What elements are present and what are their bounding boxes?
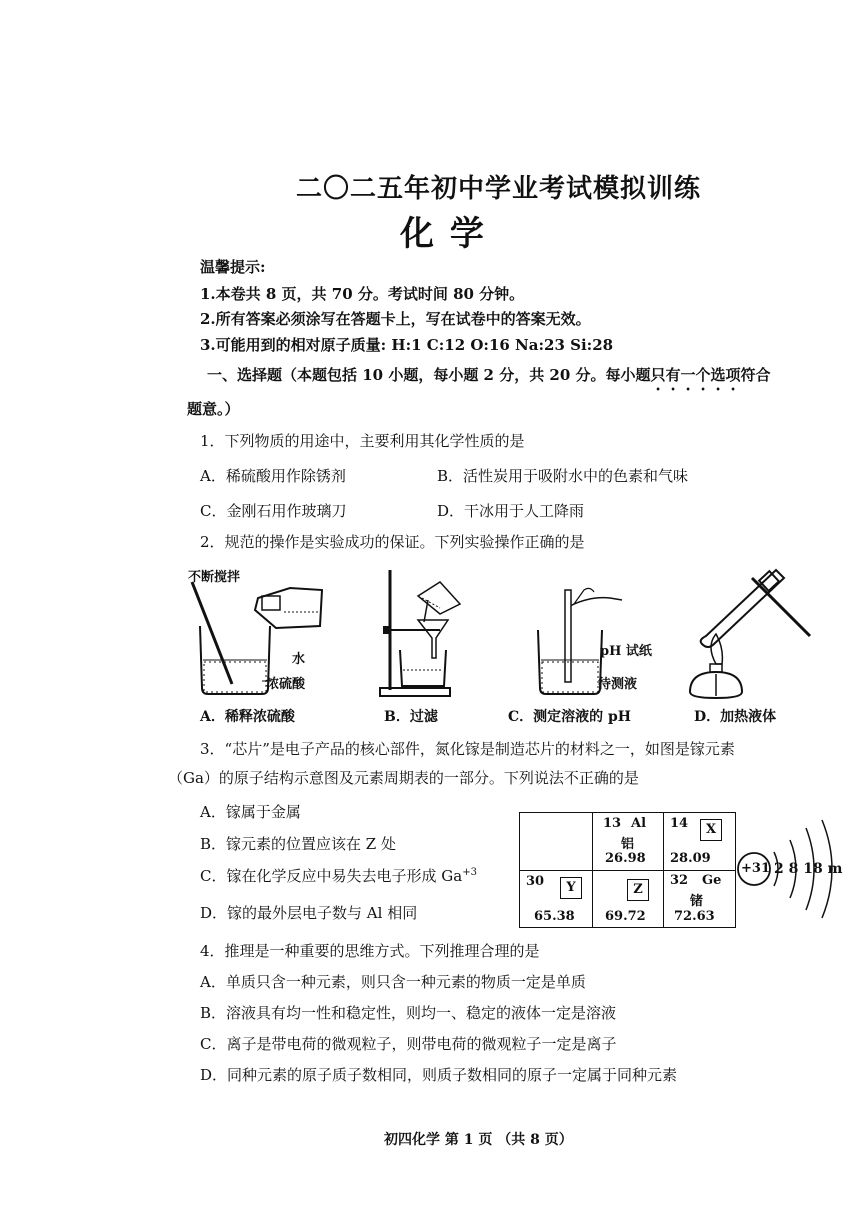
q2-option-d: D．加热液体 — [694, 709, 777, 725]
tips-heading: 温馨提示: — [200, 258, 266, 276]
si-mass: 28.09 — [670, 851, 711, 866]
atom-nucleus: +31 — [741, 861, 770, 876]
q4-option-a: A．单质只含一种元素，则只含一种元素的物质一定是单质 — [200, 973, 586, 991]
q1-stem: 1．下列物质的用途中，主要利用其化学性质的是 — [200, 432, 525, 450]
q2-option-a: A．稀释浓硫酸 — [200, 709, 295, 725]
section-heading-cont: 题意。） — [187, 400, 240, 418]
ge-symbol: Ge — [702, 873, 722, 888]
atom-shells: 2 8 18 m — [774, 861, 843, 877]
q3-option-a: A．镓属于金属 — [200, 803, 301, 821]
zn-mass: 65.38 — [534, 909, 575, 924]
q3-option-b: B．镓元素的位置应该在 Z 处 — [200, 835, 396, 853]
q3-option-d: D．镓的最外层电子数与 Al 相同 — [200, 904, 418, 922]
al-symbol: Al — [631, 816, 647, 831]
subject-title: 化 学 — [400, 214, 486, 254]
q3-stem-2: （Ga）的原子结构示意图及元素周期表的一部分。下列说法不正确的是 — [168, 769, 639, 787]
ga-box-z: Z — [627, 879, 649, 901]
q1-option-a: A．稀硫酸用作除锈剂 — [200, 467, 346, 485]
section-heading-text: 一、选择题（本题包括 10 小题，每小题 2 分，共 20 分。每小题 — [207, 366, 651, 384]
exam-title: 二〇二五年初中学业考试模拟训练 — [296, 174, 702, 204]
q3-option-c-charge: +3 — [462, 867, 477, 878]
label-conc-acid: 浓硫酸 — [266, 677, 306, 692]
q4-option-d: D．同种元素的原子质子数相同，则质子数相同的原子一定属于同种元素 — [200, 1066, 678, 1084]
label-ph-paper: pH 试纸 — [600, 644, 652, 659]
label-test-liquid: 待测液 — [598, 677, 638, 692]
al-mass: 26.98 — [605, 851, 646, 866]
q4-option-c: C．离子是带电荷的微观粒子，则带电荷的微观粒子一定是离子 — [200, 1035, 617, 1053]
page-footer: 初四化学 第 1 页 （共 8 页） — [384, 1132, 573, 1148]
al-number: 13 — [603, 816, 622, 831]
ge-mass: 72.63 — [674, 909, 715, 924]
q1-option-c: C．金刚石用作玻璃刀 — [200, 502, 347, 520]
si-number: 14 — [670, 816, 689, 831]
zn-number: 30 — [526, 874, 545, 889]
section-heading-emphasis: 只有一个选项 — [650, 366, 741, 384]
q3-option-c-text: C．镓在化学反应中易失去电子形成 Ga — [200, 867, 463, 885]
si-box-x: X — [700, 819, 722, 841]
section-heading-tail: 符合 — [740, 366, 771, 384]
q4-stem: 4．推理是一种重要的思维方式。下列推理合理的是 — [200, 942, 540, 960]
zn-box-y: Y — [560, 877, 582, 899]
label-water: 水 — [292, 652, 306, 667]
label-stir: 不断搅拌 — [188, 570, 241, 585]
ga-mass: 69.72 — [605, 909, 646, 924]
ge-name: 锗 — [690, 894, 704, 909]
q1-option-b: B．活性炭用于吸附水中的色素和气味 — [437, 467, 689, 485]
tips-line-3: 3.可能用到的相对原子质量: H:1 C:12 O:16 Na:23 Si:28 — [200, 336, 614, 354]
q2-option-b: B．过滤 — [384, 709, 438, 725]
q1-option-d: D．干冰用于人工降雨 — [437, 502, 585, 520]
ge-number: 32 — [670, 873, 689, 888]
q4-option-b: B．溶液具有均一性和稳定性，则均一、稳定的液体一定是溶液 — [200, 1004, 617, 1022]
q2-option-c: C．测定溶液的 pH — [508, 709, 632, 725]
q2-stem: 2．规范的操作是实验成功的保证。下列实验操作正确的是 — [200, 533, 585, 551]
tips-line-2: 2.所有答案必须涂写在答题卡上，写在试卷中的答案无效。 — [200, 310, 591, 328]
al-name: 铝 — [621, 837, 635, 852]
tips-line-1: 1.本卷共 8 页，共 70 分。考试时间 80 分钟。 — [200, 285, 525, 303]
q3-stem-1: 3．“芯片”是电子产品的核心部件，氮化镓是制造芯片的材料之一，如图是镓元素 — [200, 740, 735, 758]
